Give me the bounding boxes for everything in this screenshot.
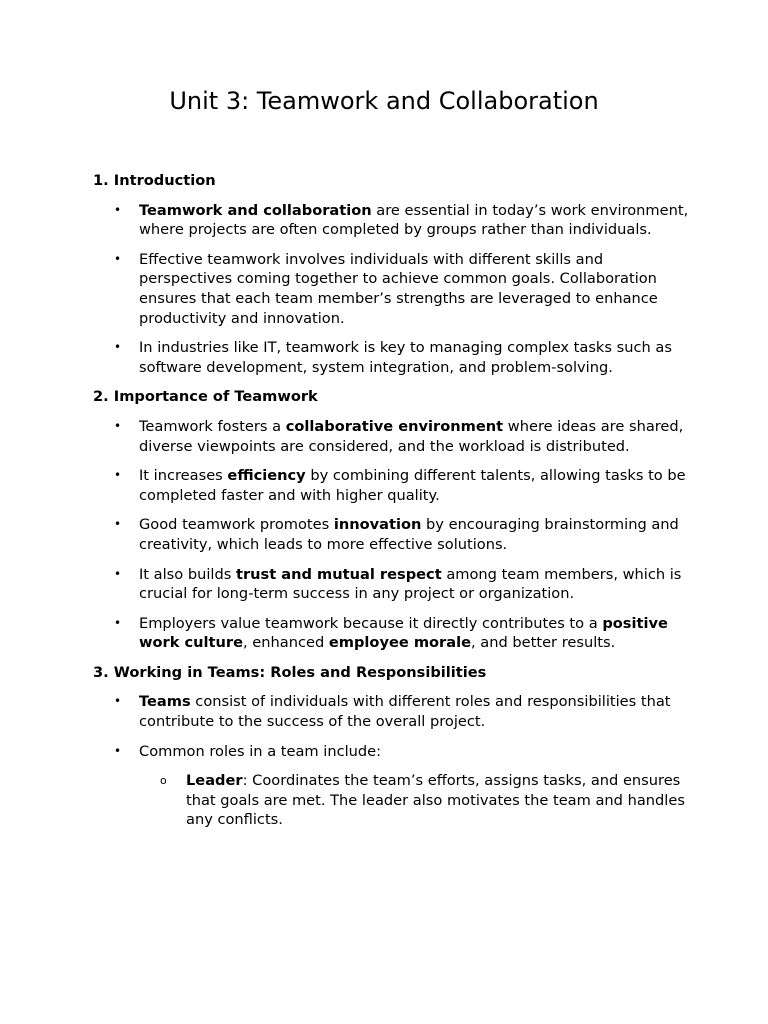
text-run: among team members, which is crucial for long-term success in any project or organization. (139, 565, 682, 603)
list-item-text (139, 615, 668, 652)
bold-text: innovation (333, 516, 422, 534)
page-title: Unit 3: Teamwork and Collaboration (169, 87, 599, 115)
list-item-text (139, 339, 672, 376)
circle-bullet-icon: o (160, 774, 167, 788)
text-run: In industries like IT, teamwork is key to managing complex tasks such as software development, system integration, and problem-solving. (139, 339, 672, 376)
bullet-icon: • (114, 468, 122, 483)
list-item-text (139, 693, 671, 730)
list-item (93, 565, 693, 604)
list-item (93, 338, 693, 377)
bullet-icon: • (114, 340, 122, 355)
list-item (93, 466, 693, 505)
section-heading: 1. Introduction (93, 172, 216, 189)
list-item-text (139, 418, 683, 455)
text-run: It increases (139, 467, 228, 485)
list-item-text (139, 467, 686, 504)
bullet-list (93, 692, 693, 830)
bullet-icon: • (114, 743, 122, 758)
bold-text: trust and mutual respect (235, 565, 442, 583)
list-item (93, 692, 693, 731)
text-run: by combining different talents, allowing tasks to be completed faster and with higher quality. (139, 467, 686, 504)
list-item (93, 417, 693, 456)
list-item (93, 201, 693, 240)
section-heading: 3. Working in Teams: Roles and Responsibilities (93, 663, 487, 681)
list-item-text (139, 516, 679, 553)
text-run: are essential in today’s work environment, where projects are often completed by groups rather than individuals. (139, 201, 689, 239)
list-item-text (139, 202, 688, 239)
text-run: consist of individuals with different roles and responsibilities that contribute to the success of the overall project. (139, 693, 671, 731)
list-item-text (139, 566, 681, 603)
text-run: , and better results. (471, 634, 616, 652)
text-run: Teamwork fosters a (139, 417, 286, 435)
sub-bullet-list (139, 771, 693, 830)
text-run: : Coordinates the team’s efforts, assigns tasks, and ensures that goals are met. The leader also motivates the team and handles any conflicts. (186, 772, 685, 829)
bullet-list (93, 201, 693, 378)
text-run: Good teamwork promotes (139, 516, 334, 534)
list-item (93, 614, 693, 653)
bold-text: positive work culture (139, 614, 668, 652)
list-item-text (139, 251, 658, 327)
list-item-text (139, 743, 381, 760)
section-heading: 2. Importance of Teamwork (93, 388, 318, 406)
text-run: Common roles in a team include: (139, 742, 382, 760)
text-run: Effective teamwork involves individuals with different skills and perspectives coming together to achieve common goals. Collaboration ensures that each team member’s strengths are leveraged to enhance productivity and innovation. (139, 250, 658, 327)
text-run: It also builds (139, 565, 236, 583)
bold-text: collaborative environment (285, 417, 504, 435)
sub-list-item (139, 771, 693, 830)
bold-text: Teamwork and collaboration (139, 201, 372, 219)
bullet-icon: • (114, 251, 122, 266)
bold-text: employee morale (328, 634, 472, 652)
text-run: , enhanced (243, 634, 329, 652)
bold-text: Leader (186, 772, 243, 790)
bullet-icon: • (114, 615, 122, 630)
text-run: by encouraging brainstorming and creativity, which leads to more effective solutions. (139, 516, 679, 553)
text-run: Employers value teamwork because it directly contributes to a (139, 614, 603, 632)
bullet-icon: • (114, 517, 122, 532)
document-body (93, 171, 693, 840)
sub-list-item-text (186, 772, 685, 828)
list-item (93, 250, 693, 328)
list-item (93, 742, 693, 830)
bullet-icon: • (114, 566, 122, 581)
bullet-icon: • (114, 202, 122, 217)
bullet-list (93, 417, 693, 653)
bold-text: Teams (139, 693, 191, 711)
text-run: where ideas are shared, diverse viewpoints are considered, and the workload is distributed. (139, 417, 684, 455)
list-item (93, 515, 693, 554)
bullet-icon: • (114, 694, 122, 709)
bullet-icon: • (114, 418, 122, 433)
bold-text: efficiency (227, 467, 306, 485)
